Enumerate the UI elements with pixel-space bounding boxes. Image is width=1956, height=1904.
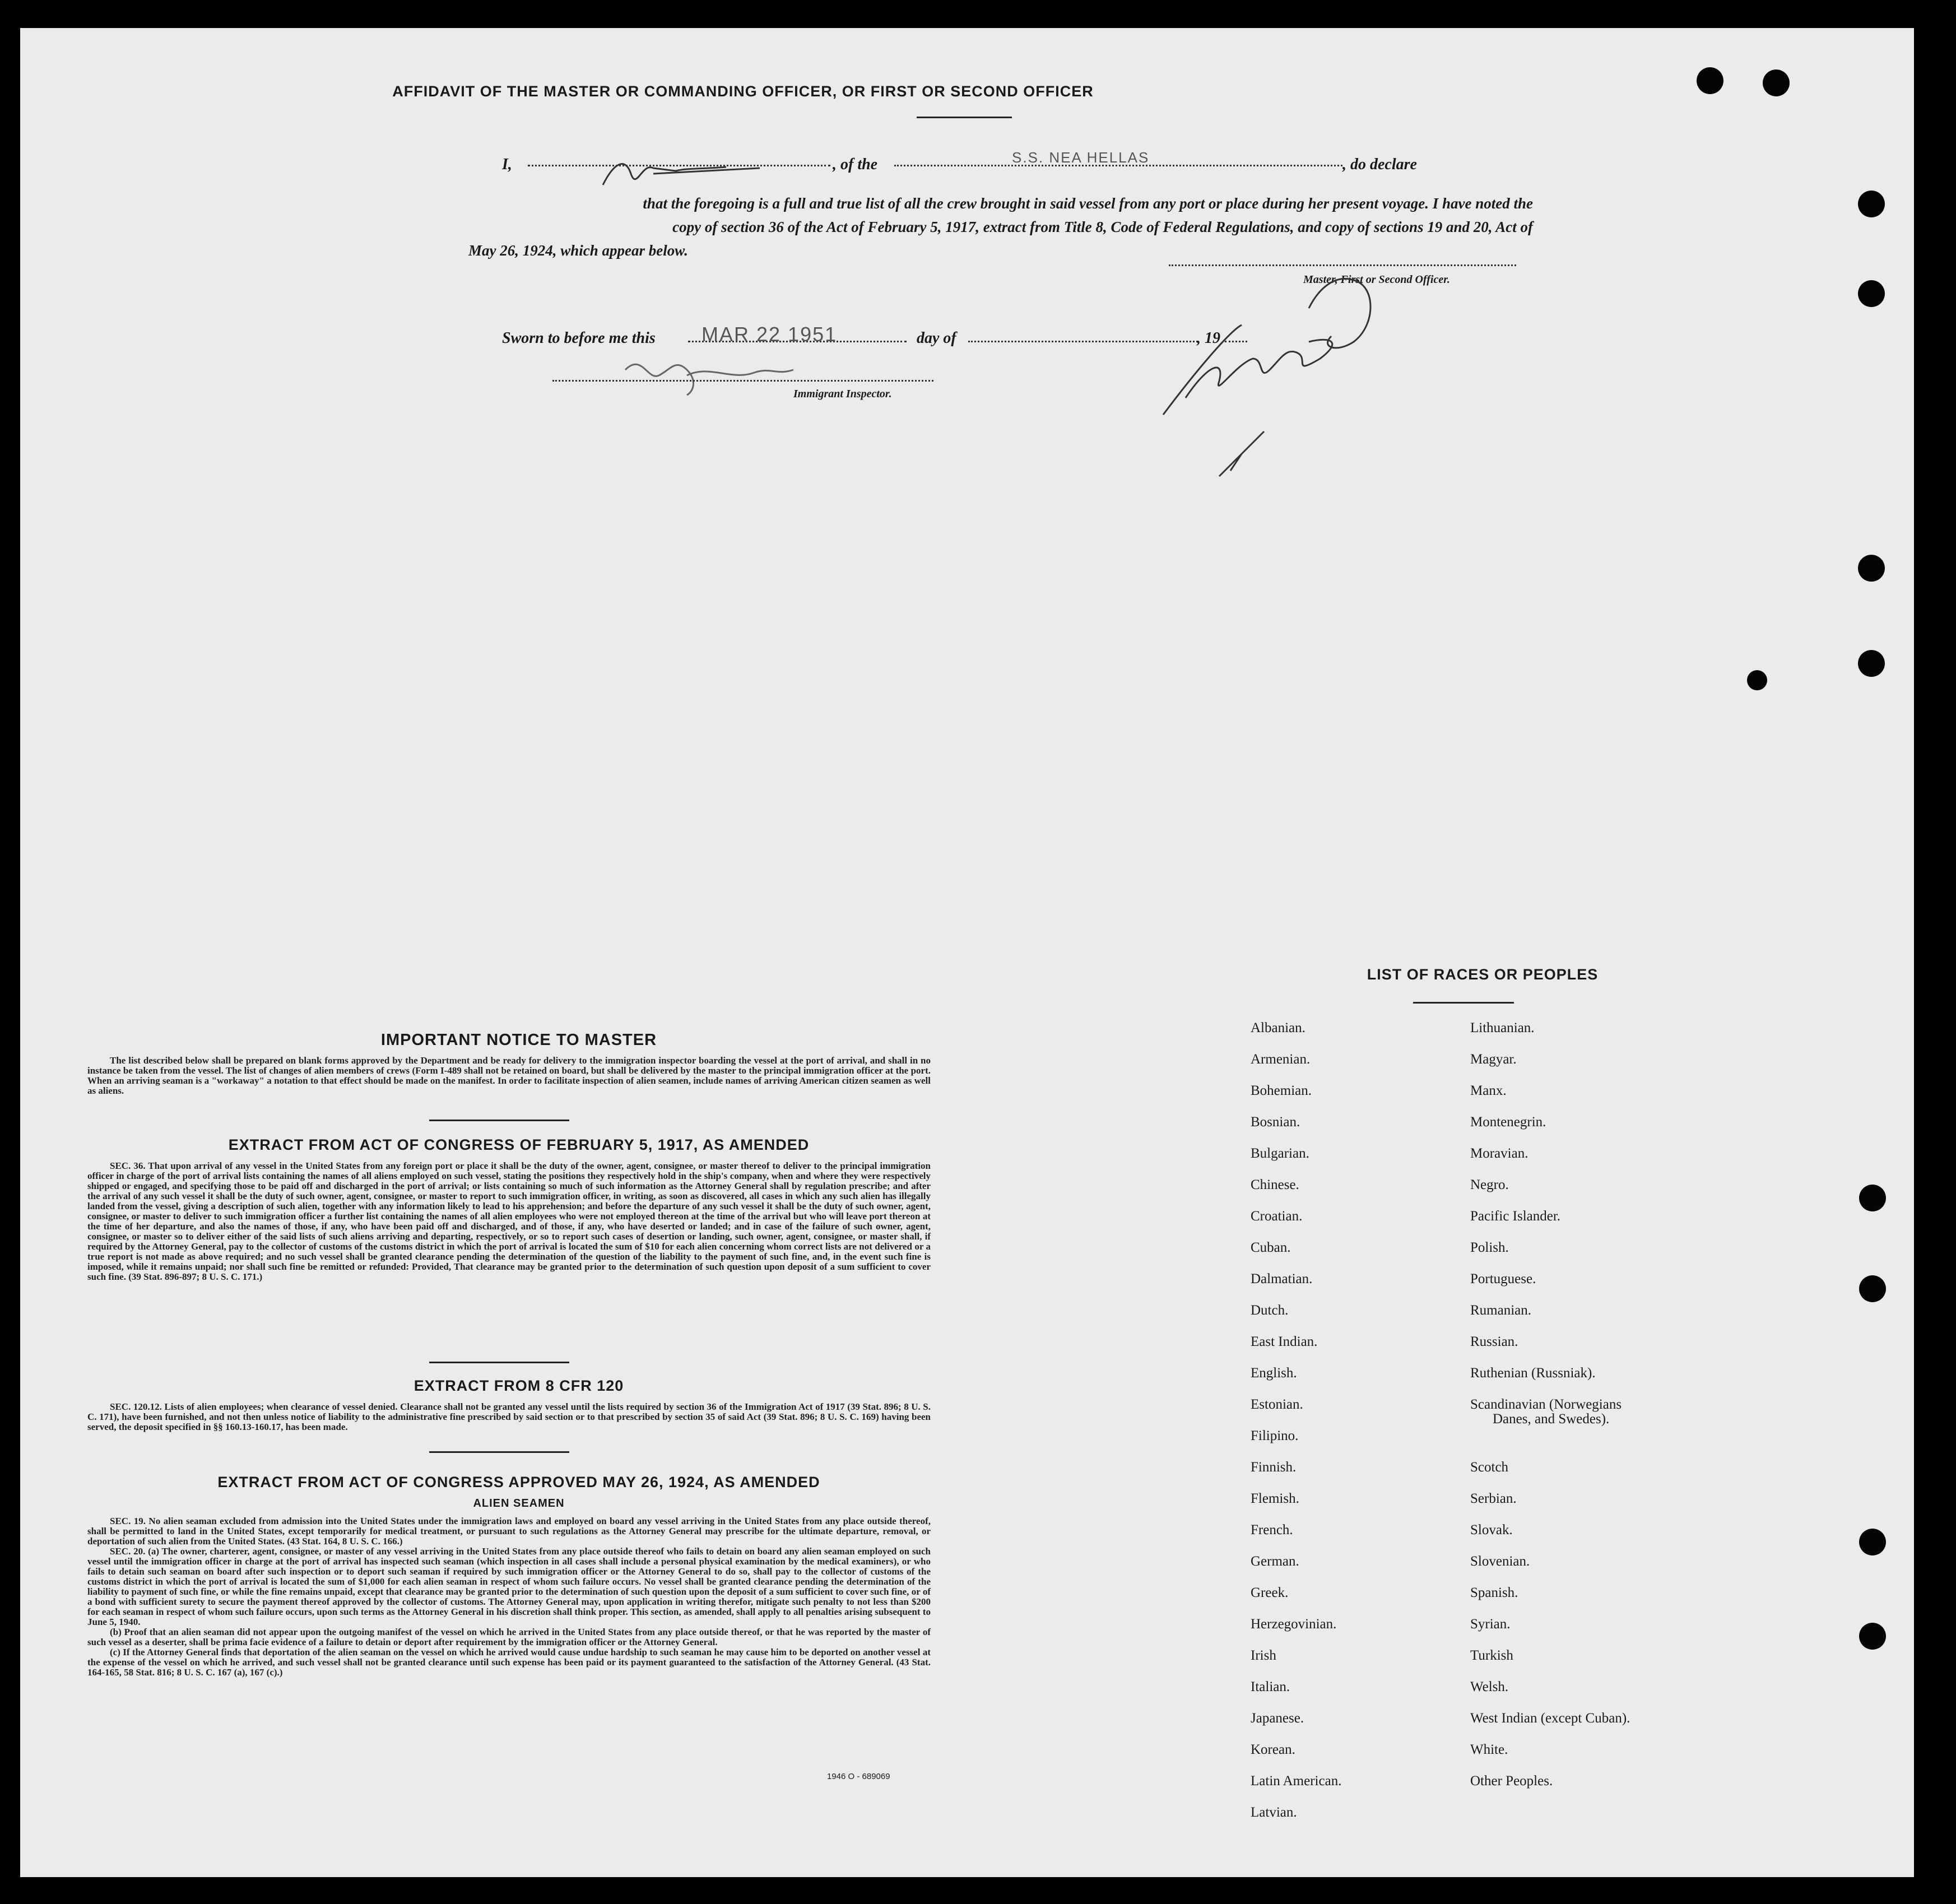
race-item: Herzegovinian. [1251, 1617, 1337, 1632]
race-item: Bosnian. [1251, 1114, 1300, 1130]
extract-cfr-title: EXTRACT FROM 8 CFR 120 [413, 1377, 624, 1394]
extract-cfr-body [87, 1402, 931, 1432]
race-item: Pacific Islander. [1470, 1209, 1561, 1224]
date-stamp: MAR 22 1951 [701, 323, 838, 346]
race-item: Flemish. [1251, 1491, 1299, 1506]
race-item: Japanese. [1251, 1711, 1304, 1726]
race-item: Scandinavian (Norwegians [1470, 1397, 1622, 1412]
race-item: Latvian. [1251, 1805, 1297, 1820]
vessel-name: S.S. NEA HELLAS [1012, 149, 1150, 166]
race-item: West Indian (except Cuban). [1470, 1711, 1630, 1726]
punch-hole [1747, 670, 1767, 690]
race-item: Slovenian. [1470, 1554, 1530, 1569]
extract-1924-body [87, 1516, 931, 1678]
punch-hole [1859, 1623, 1886, 1650]
race-item: Irish [1251, 1648, 1276, 1663]
race-item: Turkish [1470, 1648, 1513, 1663]
punch-hole [1859, 1529, 1886, 1555]
race-item: Welsh. [1470, 1679, 1509, 1694]
race-item: Albanian. [1251, 1020, 1305, 1035]
divider [917, 117, 1012, 118]
race-item: Bohemian. [1251, 1083, 1312, 1098]
races-left-column [1251, 1020, 1341, 1836]
alien-seamen-subtitle: ALIEN SEAMEN [473, 1497, 565, 1510]
declaration-prefix: I, [502, 156, 512, 173]
declaration-of-the: , of the [833, 156, 878, 173]
affidavit-title: AFFIDAVIT OF THE MASTER OR COMMANDING OFFICER, OR FIRST OR SECOND OFFICER [392, 83, 1094, 100]
notice-text: The list described below shall be prepared on blank forms approved by the Department and be ready for delivery to the immigration inspector boarding the vessel at the port of arrival, and shall in no instance be taken from the vessel. The list of changes of alien members of crews (Form I-489 shall not be retained on board, but shall be delivered by the master to the principal immigration officer at the port. When an arriving seaman is a "workaway" a notation to that effect should be made on the manifest. In order to facilitate inspection of alien seamen, include names of arriving American citizen seamen as well as aliens. [87, 1055, 931, 1096]
master-caption: Master, First or Second Officer. [1303, 273, 1450, 286]
race-item: Montenegrin. [1470, 1114, 1546, 1130]
race-item: Manx. [1470, 1083, 1507, 1098]
race-item: East Indian. [1251, 1334, 1318, 1349]
extract-1917-title: EXTRACT FROM ACT OF CONGRESS OF FEBRUARY 5, 1917, AS AMENDED [228, 1136, 810, 1153]
sworn-year-line [1225, 341, 1247, 342]
race-item: Russian. [1470, 1334, 1518, 1349]
sworn-prefix: Sworn to before me this [502, 329, 656, 347]
punch-hole [1859, 1185, 1886, 1211]
race-item: Bulgarian. [1251, 1146, 1309, 1161]
sec-20c-text: (c) If the Attorney General finds that deportation of the alien seaman on the vessel on which he arrived would cause undue hardship to such seaman he may cause him to be deported on another vessel at the expense of the vessel on which he arrived, and such vessel shall not be granted clearance until such expense has been paid or its payment guaranteed to the satisfaction of the Attorney General. (43 Stat. 164-165, 58 Stat. 816; 8 U. S. C. 167 (a), 167 (c).) [87, 1647, 931, 1678]
race-item: Portuguese. [1470, 1271, 1536, 1287]
inspector-caption: Immigrant Inspector. [793, 388, 892, 400]
punch-hole [1858, 555, 1885, 582]
race-item: Danes, and Swedes). [1493, 1411, 1610, 1427]
race-item: Cuban. [1251, 1240, 1291, 1255]
declaration-suffix: , do declare [1342, 156, 1417, 173]
sec-20b-text: (b) Proof that an alien seaman did not appear upon the outgoing manifest of the vessel on which he arrived in the United States from any place outside thereof, or that he was reported by the master of such vessel as a deserter, shall be prima facie evidence of a failure to detain or deport after requirement by the immigration officer or the Attorney General. [87, 1627, 931, 1647]
race-item: Moravian. [1470, 1146, 1528, 1161]
race-item: White. [1470, 1742, 1508, 1757]
extract-1924-title: EXTRACT FROM ACT OF CONGRESS APPROVED MAY 26, 1924, AS AMENDED [217, 1474, 820, 1490]
declaration-line-4: May 26, 1924, which appear below. [468, 242, 689, 259]
inspector-signature [608, 342, 810, 398]
master-signature [1096, 230, 1455, 499]
race-item: Dutch. [1251, 1303, 1289, 1318]
notice-body [87, 1056, 931, 1096]
race-item: Polish. [1470, 1240, 1509, 1255]
divider [429, 1451, 569, 1453]
declaration-line-3: copy of section 36 of the Act of February 5, 1917, extract from Title 8, Code of Federal Regulations, and copy of sections 19 and 20, Act of [672, 219, 1533, 235]
race-item: Finnish. [1251, 1460, 1297, 1475]
race-item: Ruthenian (Russniak). [1470, 1366, 1596, 1381]
race-item: French. [1251, 1522, 1293, 1538]
declaration-line-2: that the foregoing is a full and true list of all the crew brought in said vessel from any port or place during her present voyage. I have noted the [643, 195, 1533, 212]
race-item: Armenian. [1251, 1052, 1311, 1067]
race-item: English. [1251, 1366, 1297, 1381]
print-code: 1946 O - 689069 [827, 1772, 890, 1781]
race-item: Dalmatian. [1251, 1271, 1313, 1287]
race-item: Korean. [1251, 1742, 1295, 1757]
race-item: Chinese. [1251, 1177, 1299, 1192]
race-item: Scotch [1470, 1460, 1509, 1475]
sworn-month-line [968, 341, 1198, 342]
punch-hole [1858, 280, 1885, 307]
race-item: Latin American. [1251, 1773, 1342, 1789]
punch-hole [1859, 1275, 1886, 1302]
extract-1917-body [87, 1161, 931, 1282]
race-item: Italian. [1251, 1679, 1290, 1694]
races-title: LIST OF RACES OR PEOPLES [1367, 966, 1599, 983]
sworn-year-prefix: , 19 [1197, 329, 1220, 347]
sec-36-text: SEC. 36. That upon arrival of any vessel in the United States from any foreign port or place it shall be the duty of the owner, agent, consignee, or master thereof to deliver to the principal immigration officer in charge of the port of arrival lists containing the names of all aliens employed on such vessel, stating the positions they respectively hold in the ship's company, when and where they were respectively shipped or engaged, and specifying those to be paid off and discharged in the port of arrival; or lists containing so much of such information as the Attorney General shall by regulation prescribe; and after the arrival of any such vessel it shall be the duty of such owner, agent, consignee, or master to report to such immigration officer, in writing, as soon as discovered, all cases in which any such alien has illegally landed from the vessel, giving a description of such alien, together with any information likely to lead to his apprehension; and before the departure of any such vessel it shall be the duty of such owner, agent, consignee, or master to deliver to such immigration officer a further list containing the names of all alien employees who were not employed thereon at the time of the arrival but who will leave port thereon at the time of her departure, and also the names of those, if any, who have been paid off and discharged, and of those, if any, who have deserted or landed; and in case of the failure of such owner, agent, consignee, or master so to deliver either of the said lists of such aliens arriving and departing, respectively, or so to report such cases of desertion or landing, such owner, agent, consignee, or master shall, if required by the Attorney General, pay to the collector of customs of the customs district in which the port of arrival is located the sum of $10 for each alien concerning whom correct lists are not delivered or a true report is not made as above required; and no such vessel shall be granted clearance pending the determination of the question of the liability to the payment of such fine, and, in the event such fine is imposed, while it remains unpaid; nor shall such fine be remitted or refunded: Provided, That clearance may be granted prior to the determination of such question upon deposit of a sum sufficient to cover such fine. (39 Stat. 896-897; 8 U. S. C. 171.) [87, 1160, 931, 1282]
punch-hole [1858, 650, 1885, 677]
sec-20a-text: SEC. 20. (a) The owner, charterer, agent, consignee, or master of any vessel arriving in the United States from any place outside thereof who fails to detain on board any alien seaman employed on such vessel until the immigration officer in charge at the port of arrival has inspected such seaman (which inspection in all cases shall include a personal physical examination by the medical examiners), or who fails to detain such seaman on board after such inspection or to deport such seaman if required by such immigration officer or the Attorney General to do so, shall pay to the collector of customs of the customs district in which the port of arrival is located the sum of $1,000 for each alien seaman in respect of whom such failure occurs. No vessel shall be granted clearance pending the determination of the liability to payment of such fine, or while the fine remains unpaid, except that clearance may be granted prior to the determination of such question upon the deposit of a sum sufficient to cover such fine, or of a bond with sufficient surety to secure the payment thereof approved by the collector of customs. The Attorney General may, upon application in writing therefor, mitigate such penalty to not less than $200 for each seaman in respect of whom such failure occurs, upon such terms as the Attorney General in his discretion shall think proper. This section, as amended, shall apply to all penalties arising subsequent to June 5, 1940. [87, 1546, 931, 1627]
divider [429, 1362, 569, 1363]
race-item: Rumanian. [1470, 1303, 1532, 1318]
document-page [20, 28, 1914, 1877]
race-item: Other Peoples. [1470, 1773, 1553, 1789]
race-item: Magyar. [1470, 1052, 1517, 1067]
race-item: Negro. [1470, 1177, 1509, 1192]
divider [429, 1120, 569, 1121]
sworn-day-of: day of [917, 329, 956, 347]
race-item: German. [1251, 1554, 1299, 1569]
race-item: Filipino. [1251, 1428, 1299, 1443]
race-item: Croatian. [1251, 1209, 1303, 1224]
races-right-column [1470, 1020, 1630, 1804]
divider [1413, 1002, 1514, 1004]
inspector-signature-line [552, 380, 933, 382]
race-item: Serbian. [1470, 1491, 1517, 1506]
sec-19-text: SEC. 19. No alien seaman excluded from admission into the United States under the immigration laws and employed on board any vessel arriving in the United States from any place outside thereof, shall be permitted to land in the United States, except temporarily for medical treatment, or pursuant to such regulations as the Attorney General may prescribe for the ultimate departure, removal, or deportation of such alien from the United States. (43 Stat. 164, 8 U. S. C. 166.) [87, 1516, 931, 1547]
punch-hole [1697, 67, 1723, 94]
race-item: Spanish. [1470, 1585, 1518, 1600]
notice-title: IMPORTANT NOTICE TO MASTER [380, 1031, 657, 1049]
race-item: Slovak. [1470, 1522, 1513, 1538]
race-item: Syrian. [1470, 1617, 1511, 1632]
punch-hole [1763, 69, 1790, 96]
race-item: Estonian. [1251, 1397, 1303, 1412]
race-item: Greek. [1251, 1585, 1289, 1600]
punch-hole [1858, 191, 1885, 217]
master-handwriting [592, 151, 771, 196]
sec-120-12-text: SEC. 120.12. Lists of alien employees; when clearance of vessel denied. Clearance shall not be granted any vessel until the lists required by section 36 of the Immigration Act of 1917 (39 Stat. 896; 8 U. S. C. 171), have been furnished, and not then unless notice of liability to the administrative fine prescribed by said section or to that prescribed by section 35 of said Act (39 Stat. 896; 8 U. S. C. 169) having been served, the deposit specified in §§ 160.13-160.17, has been made. [87, 1401, 931, 1432]
sworn-line [485, 325, 1247, 350]
race-item: Lithuanian. [1470, 1020, 1535, 1035]
